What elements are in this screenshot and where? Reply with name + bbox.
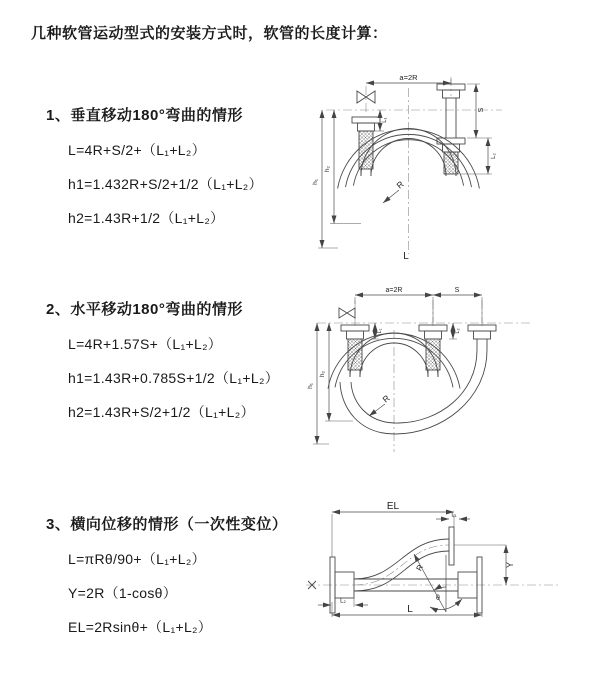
label-length-l: L [403,251,409,262]
section-vertical-movement [46,104,326,235]
centerlines [326,77,502,254]
formula-h2: h2=1.43R+S/2+1/2（L₁+L₂） [68,404,255,420]
label-angle-theta: θ [436,595,440,602]
formula-length: L=πRθ/90+（L₁+L₂） [68,551,206,567]
label-l1-fitting: L₁ [451,512,457,519]
label-l2-fitting: L₂ [455,328,461,334]
formula-length: L=4R+S/2+（L₁+L₂） [68,142,206,158]
formula-h2: h2=1.43R+1/2（L₁+L₂） [68,210,225,226]
diagram-horizontal-180-bend [303,282,553,457]
dimensions [318,79,492,248]
label-offset-y: Y [505,561,515,569]
label-a-2r: a=2R [385,287,403,294]
dimensions [313,295,482,444]
section-2-formulas [46,327,326,429]
label-h2: h₂ [324,165,331,173]
hose-assembly [328,325,496,434]
label-radius-r: R [380,392,392,405]
centerlines [306,545,560,589]
section-lateral-displacement [46,513,326,644]
formula-el: EL=2Rsinθ+（L₁+L₂） [68,619,213,635]
section-1-formulas [46,133,326,235]
label-l1-fitting: L₁ [382,117,388,123]
label-stroke-s: S [478,107,485,113]
hose-assembly [338,84,480,189]
label-el: EL [386,501,400,512]
label-l2-fitting: L₂ [340,598,346,605]
section-1-heading: 1、垂直移动180°弯曲的情形 [46,107,243,124]
section-3-heading: 3、横向位移的情形（一次性变位） [46,516,288,533]
formula-length: L=4R+1.57S+（L₁+L₂） [68,336,223,352]
diagram-lateral-displacement [298,497,598,647]
label-l1-fitting: L₁ [377,328,383,334]
formula-h1: h1=1.432R+S/2+1/2（L₁+L₂） [68,176,263,192]
label-a-2r: a=2R [399,73,418,82]
label-l2-fitting: L₂ [491,153,497,159]
label-h2: h₂ [319,370,326,378]
label-stroke-s: S [454,287,460,294]
section-3-formulas [46,542,326,644]
angle-construction [414,554,462,612]
label-h1: h₁ [307,383,314,389]
valve-symbol [339,308,355,318]
page-title: 几种软管运动型式的安装方式时，软管的长度计算： [31,25,388,42]
section-2-heading: 2、水平移动180°弯曲的情形 [46,301,243,318]
formula-y: Y=2R（1-cosθ） [68,585,178,601]
label-length-l: L [407,604,413,615]
label-radius-r: R [394,178,406,191]
diagram-vertical-180-bend [306,64,550,262]
label-radius-r: R [414,563,426,573]
formula-h1: h1=1.43R+0.785S+1/2（L₁+L₂） [68,370,279,386]
section-horizontal-movement [46,298,326,429]
label-h1: h₁ [312,179,319,185]
